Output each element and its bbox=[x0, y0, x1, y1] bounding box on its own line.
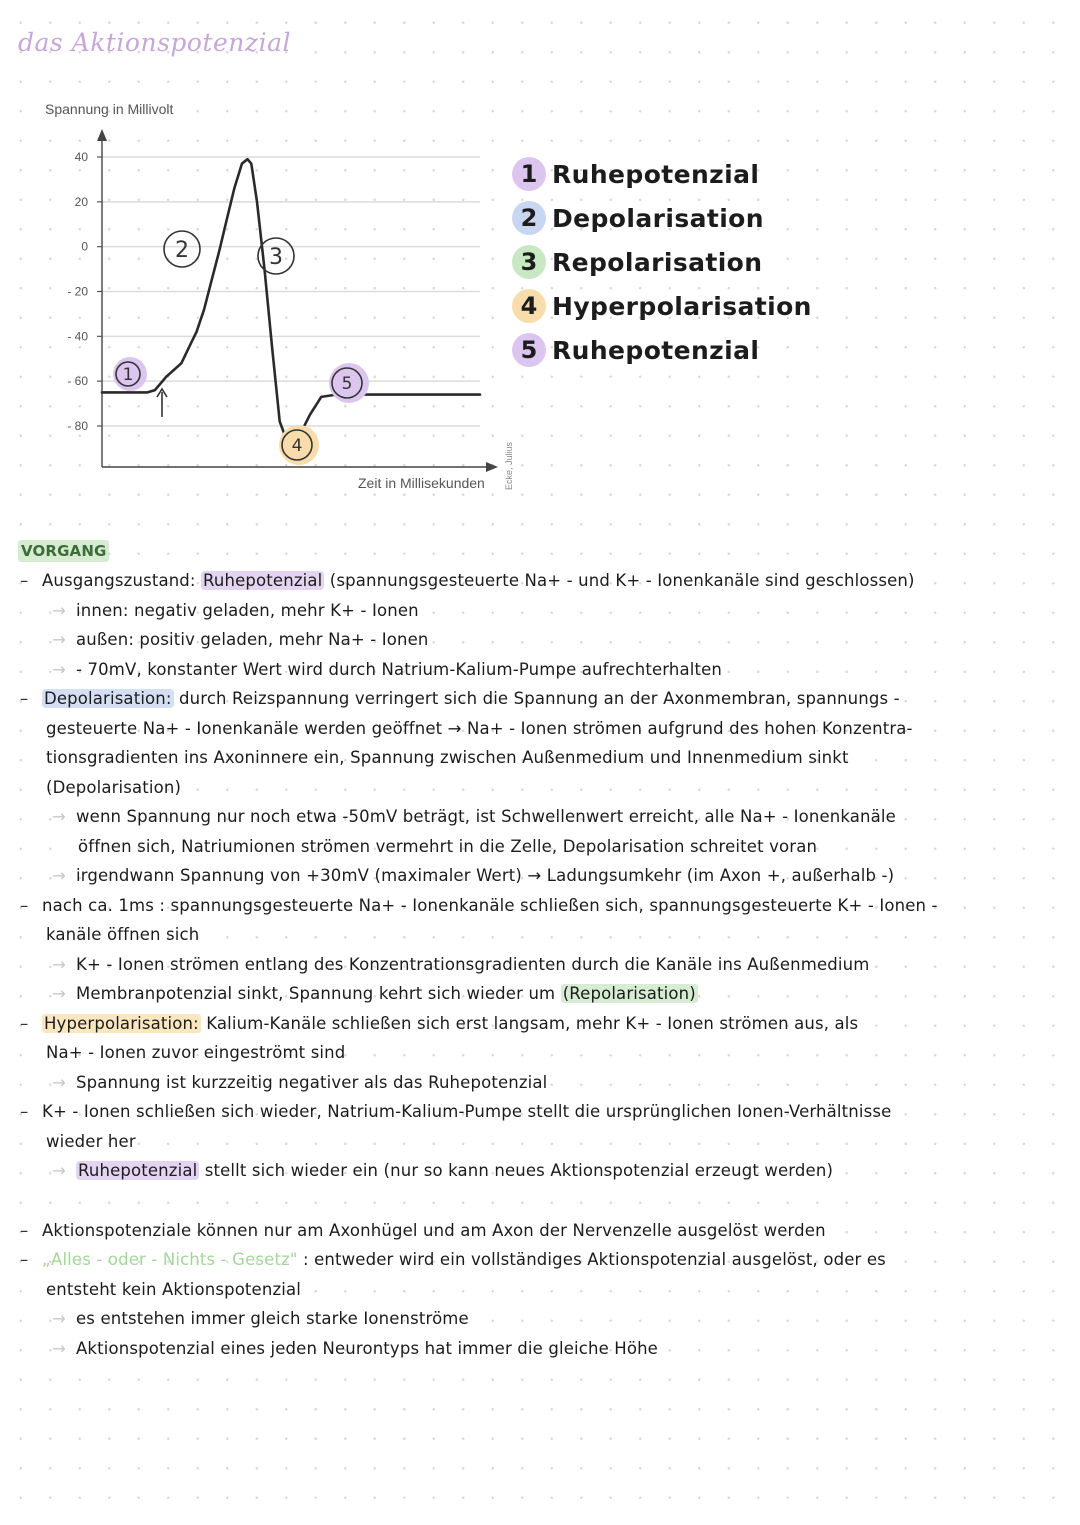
phase-marker-label: 3 bbox=[269, 245, 283, 270]
y-tick-label: - 20 bbox=[67, 284, 88, 299]
legend-label: Ruhepotenzial bbox=[552, 335, 760, 365]
note-line bbox=[18, 1245, 1068, 1275]
note-line bbox=[18, 1009, 1068, 1039]
phase-marker-label: 1 bbox=[122, 365, 134, 385]
term-hyperpolarisation: Hyperpolarisation: bbox=[44, 1013, 199, 1033]
note-line: gesteuerte Na+ - Ionenkanäle werden geöffnet → Na+ - Ionen strömen aufgrund des hohen Konzentra- bbox=[46, 718, 913, 738]
note-line: → wenn Spannung nur noch etwa -50mV beträgt, ist Schwellenwert erreicht, alle Na+ - Ionenkanäle bbox=[18, 802, 1068, 832]
page-title: das Aktionspotenzial bbox=[18, 28, 291, 57]
legend-item bbox=[512, 240, 812, 284]
note-line: → irgendwann Spannung von +30mV (maximaler Wert) → Ladungsumkehr (im Axon +, außerhalb -) bbox=[18, 861, 1068, 891]
term-depolarisation: Depolarisation: bbox=[44, 689, 172, 708]
note-text: Kalium-Kanäle schließen sich erst langsam, mehr K+ - Ionen strömen aus, als bbox=[206, 1013, 859, 1033]
term-ruhepotenzial: Ruhepotenzial bbox=[203, 571, 323, 590]
note-line: → Aktionspotenzial eines jeden Neurontyps hat immer die gleiche Höhe bbox=[18, 1334, 1068, 1364]
legend-item bbox=[512, 152, 812, 196]
note-text: (spannungsgesteuerte Na+ - und K+ - Ionenkanäle sind geschlossen) bbox=[329, 571, 915, 590]
note-line bbox=[18, 684, 1068, 714]
phase-legend bbox=[512, 152, 812, 372]
y-tick-label: - 60 bbox=[67, 374, 88, 389]
note-line: tionsgradienten ins Axoninnere ein, Spannung zwischen Außenmedium und Innenmedium sinkt bbox=[46, 748, 849, 767]
legend-number: 1 bbox=[512, 157, 546, 191]
note-line: – K+ - Ionen schließen sich wieder, Natrium-Kalium-Pumpe stellt die ursprünglichen Ionen-Verhältnisse bbox=[18, 1097, 1068, 1127]
note-text: Membranpotenzial sinkt, Spannung kehrt sich wieder um bbox=[76, 984, 556, 1003]
note-line: – Aktionspotenziale können nur am Axonhügel und am Axon der Nervenzelle ausgelöst werden bbox=[18, 1216, 1068, 1246]
legend-label: Repolarisation bbox=[552, 247, 763, 277]
x-axis-arrow bbox=[486, 462, 498, 472]
note-line: entsteht kein Aktionspotenzial bbox=[46, 1279, 302, 1299]
note-line bbox=[18, 566, 1068, 596]
note-text: stellt sich wieder ein (nur so kann neues Aktionspotenzial erzeugt werden) bbox=[204, 1161, 834, 1180]
action-potential-chart bbox=[40, 95, 530, 505]
note-line: Na+ - Ionen zuvor eingeströmt sind bbox=[46, 1043, 346, 1062]
x-axis-label: Zeit in Millisekunden bbox=[358, 475, 485, 491]
notes-section bbox=[18, 540, 1068, 1363]
note-line: → K+ - Ionen strömen entlang des Konzentrationsgradienten durch die Kanäle ins Außenmedium bbox=[18, 950, 1068, 980]
y-tick-label: 40 bbox=[74, 150, 88, 164]
section-heading: VORGANG bbox=[18, 540, 109, 562]
legend-item bbox=[512, 284, 812, 328]
note-text: durch Reizspannung verringert sich die Spannung an der Axonmembran, spannungs - bbox=[179, 689, 900, 708]
legend-item bbox=[512, 196, 812, 240]
y-tick-label: - 80 bbox=[67, 419, 88, 433]
note-line: → - 70mV, konstanter Wert wird durch Natrium-Kalium-Pumpe aufrechterhalten bbox=[18, 655, 1068, 685]
legend-number: 3 bbox=[512, 245, 546, 279]
note-line: → es entstehen immer gleich starke Ionenströme bbox=[18, 1304, 1068, 1334]
y-tick-label: - 40 bbox=[67, 329, 88, 344]
note-line: öffnen sich, Natriumionen strömen vermehrt in die Zelle, Depolarisation schreitet voran bbox=[78, 836, 818, 856]
legend-label: Hyperpolarisation bbox=[552, 291, 812, 321]
legend-label: Ruhepotenzial bbox=[552, 159, 760, 189]
phase-marker-label: 4 bbox=[291, 436, 303, 456]
note-line: – nach ca. 1ms : spannungsgesteuerte Na+ - Ionenkanäle schließen sich, spannungsgesteuerte K+ - Ionen - bbox=[18, 891, 1068, 921]
term-repolarisation: (Repolarisation) bbox=[562, 984, 696, 1003]
legend-number: 5 bbox=[512, 333, 546, 367]
note-line: (Depolarisation) bbox=[46, 777, 182, 797]
phase-marker-label: 2 bbox=[175, 238, 189, 263]
chart-credit: Ecke, Julius bbox=[504, 441, 514, 490]
term-label: Ausgangszustand: bbox=[42, 571, 196, 590]
legend-number: 2 bbox=[512, 201, 546, 235]
legend-number: 4 bbox=[512, 289, 546, 323]
y-axis-arrow bbox=[97, 129, 107, 141]
note-line: → außen: positiv geladen, mehr Na+ - Ionen bbox=[18, 625, 1068, 655]
note-line: wieder her bbox=[46, 1131, 136, 1151]
phase-marker-label: 5 bbox=[341, 374, 353, 394]
legend-label: Depolarisation bbox=[552, 203, 764, 233]
note-text: : entweder wird ein vollständiges Aktionspotenzial ausgelöst, oder es bbox=[303, 1250, 886, 1269]
note-line: → innen: negativ geladen, mehr K+ - Ionen bbox=[18, 596, 1068, 626]
note-line bbox=[18, 979, 1068, 1009]
term-ruhepotenzial: Ruhepotenzial bbox=[78, 1161, 198, 1180]
y-axis-label: Spannung in Millivolt bbox=[45, 101, 174, 117]
note-line bbox=[18, 1156, 1068, 1186]
y-tick-label: 0 bbox=[81, 239, 88, 254]
term-alles-oder-nichts: „Alles - oder - Nichts - Gesetz" bbox=[42, 1250, 298, 1269]
y-tick-label: 20 bbox=[74, 194, 88, 209]
legend-item bbox=[512, 328, 812, 372]
note-line: → Spannung ist kurzzeitig negativer als das Ruhepotenzial bbox=[18, 1068, 1068, 1098]
note-line: kanäle öffnen sich bbox=[46, 925, 200, 944]
